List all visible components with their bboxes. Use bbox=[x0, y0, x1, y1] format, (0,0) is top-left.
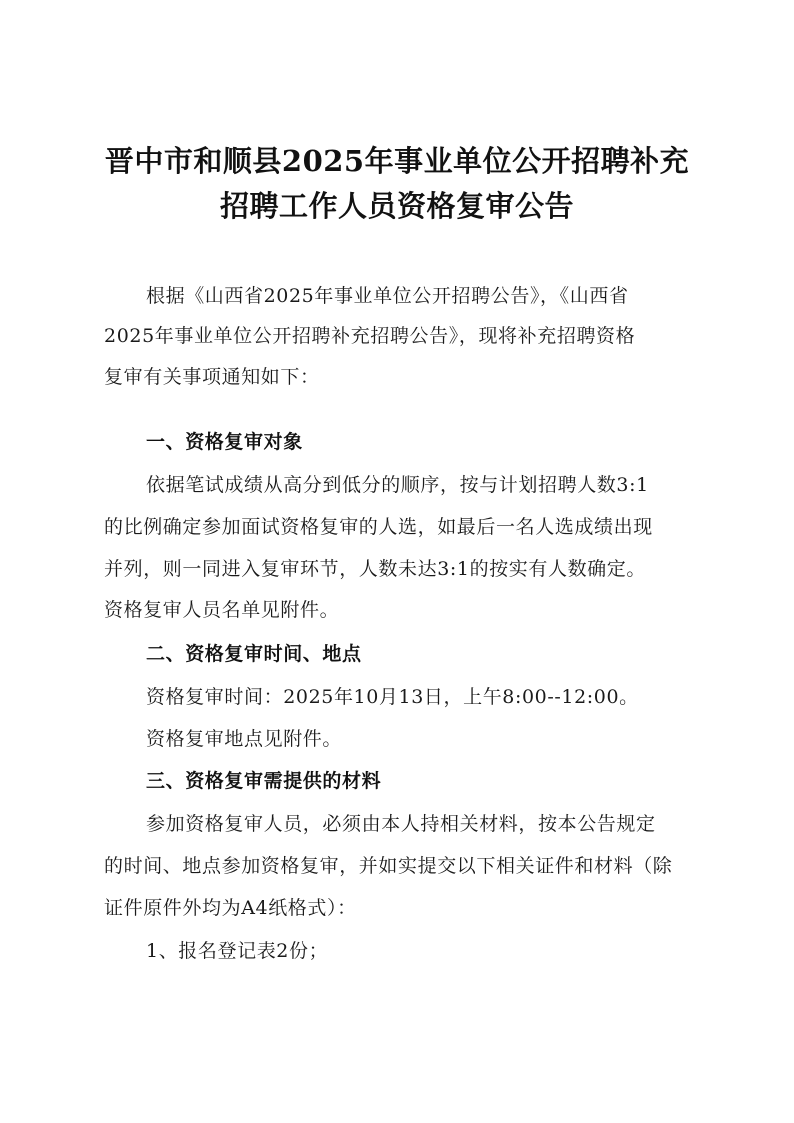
document-title-line-2: 招聘工作人员资格复审公告 bbox=[219, 189, 574, 223]
section-1-line-3: 并列，则一同进入复审环节，人数未达3:1的按实有人数确定。 bbox=[104, 558, 646, 580]
intro-line-1: 根据《山西省2025年事业单位公开招聘公告》，《山西省 bbox=[146, 285, 629, 307]
section-1-line-2: 的比例确定参加面试资格复审的人选，如最后一名人选成绩出现 bbox=[104, 516, 653, 538]
section-2-line-2: 资格复审地点见附件。 bbox=[146, 728, 343, 750]
intro-line-2: 2025年事业单位公开招聘补充招聘公告》，现将补充招聘资格 bbox=[104, 325, 636, 347]
section-1-line-4: 资格复审人员名单见附件。 bbox=[104, 599, 340, 621]
document-title-line-1: 晋中市和顺县2025年事业单位公开招聘补充 bbox=[104, 144, 690, 178]
section-heading-3: 三、资格复审需提供的材料 bbox=[146, 770, 382, 792]
section-3-line-3: 证件原件外均为A4纸格式）： bbox=[104, 897, 357, 919]
section-3-line-2: 的时间、地点参加资格复审，并如实提交以下相关证件和材料（除 bbox=[104, 855, 673, 877]
section-1-line-1: 依据笔试成绩从高分到低分的顺序，按与计划招聘人数3:1 bbox=[146, 474, 649, 496]
section-3-line-4: 1、报名登记表2份； bbox=[146, 940, 329, 962]
intro-line-3: 复审有关事项通知如下： bbox=[104, 366, 320, 388]
section-2-line-1: 资格复审时间：2025年10月13日，上午8:00--12:00。 bbox=[146, 686, 639, 708]
section-heading-1: 一、资格复审对象 bbox=[146, 431, 303, 453]
section-heading-2: 二、资格复审时间、地点 bbox=[146, 643, 362, 665]
section-3-line-1: 参加资格复审人员，必须由本人持相关材料，按本公告规定 bbox=[146, 813, 656, 835]
